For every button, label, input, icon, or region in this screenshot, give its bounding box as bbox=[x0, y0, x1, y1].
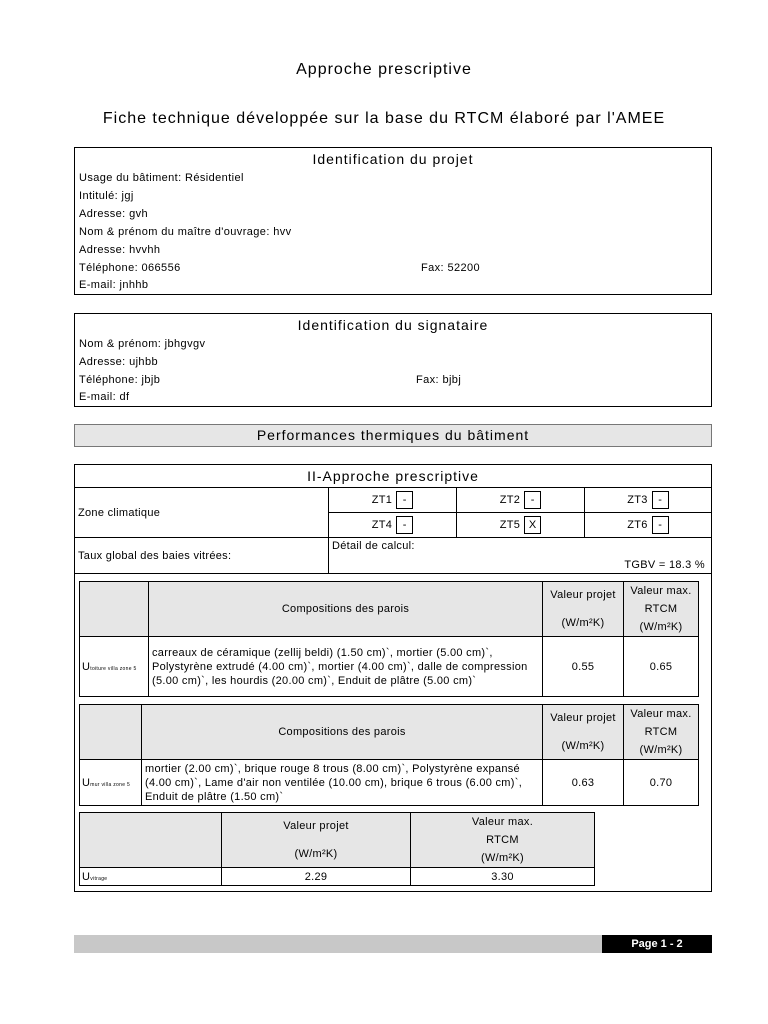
projet-heading: Identification du projet bbox=[312, 151, 474, 167]
toiture-u-label bbox=[80, 637, 149, 697]
mur-col-projet-unit: (W/m²K) bbox=[561, 740, 605, 752]
vitrage-col-projet-label: Valeur projet bbox=[283, 820, 349, 832]
zone-zt4-label: ZT4 bbox=[371, 519, 393, 531]
page-subtitle: Fiche technique développée sur la base du RTCM élaboré par l'AMEE bbox=[102, 110, 666, 127]
projet-adresse: Adresse: gvh bbox=[79, 208, 149, 220]
signataire-heading: Identification du signataire bbox=[297, 317, 489, 333]
zone-zt3 bbox=[585, 488, 712, 513]
zone-zt4-checkbox[interactable]: - bbox=[396, 516, 413, 534]
zone-zt4 bbox=[329, 513, 457, 538]
taux-label: Taux global des baies vitrées: bbox=[75, 538, 329, 574]
projet-box bbox=[74, 147, 712, 295]
zone-zt3-label: ZT3 bbox=[627, 494, 648, 506]
zone-zt6-checkbox[interactable]: - bbox=[652, 516, 669, 534]
projet-adresse2: Adresse: hvvhh bbox=[79, 244, 161, 256]
toiture-col-projet-label: Valeur projet bbox=[550, 589, 616, 601]
mur-valeur-max: 0.70 bbox=[624, 760, 699, 806]
zone-zt1 bbox=[329, 488, 457, 513]
zone-zt1-label: ZT1 bbox=[371, 494, 393, 506]
mur-col-projet-label: Valeur projet bbox=[550, 712, 616, 724]
signataire-nom: Nom & prénom: jbhgvgv bbox=[79, 338, 206, 350]
toiture-table bbox=[79, 581, 699, 697]
toiture-valeur-max: 0.65 bbox=[624, 637, 699, 697]
tgbv-value: TGBV = 18.3 % bbox=[624, 559, 705, 571]
signataire-box bbox=[74, 313, 712, 407]
performances-heading: Performances thermiques du bâtiment bbox=[74, 424, 712, 447]
vitrage-u-main: U bbox=[82, 870, 91, 883]
zone-zt1-checkbox[interactable]: - bbox=[396, 491, 413, 509]
projet-email: E-mail: jnhhb bbox=[79, 279, 149, 291]
vitrage-col-max bbox=[411, 813, 595, 868]
page-title: Approche prescriptive bbox=[296, 61, 472, 78]
zone-zt2-label: ZT2 bbox=[499, 494, 521, 506]
signataire-email: E-mail: df bbox=[79, 391, 130, 403]
zone-zt2-checkbox[interactable]: - bbox=[524, 491, 541, 509]
vitrage-header-empty bbox=[80, 813, 222, 868]
vitrage-valeur-projet: 2.29 bbox=[222, 868, 411, 886]
zone-zt5-checkbox[interactable]: X bbox=[524, 516, 541, 534]
toiture-u-main: U bbox=[82, 660, 91, 673]
mur-header-empty bbox=[80, 705, 142, 760]
vitrage-col-projet-unit: (W/m²K) bbox=[294, 848, 338, 860]
toiture-col-projet bbox=[543, 582, 624, 637]
mur-u-label bbox=[80, 760, 142, 806]
detail-cell bbox=[329, 538, 712, 574]
projet-usage: Usage du bâtiment: Résidentiel bbox=[79, 172, 244, 184]
projet-telephone: Téléphone: 066556 bbox=[79, 262, 181, 274]
mur-u-main: U bbox=[82, 776, 91, 789]
vitrage-col-max-label: Valeur max. RTCM bbox=[471, 816, 534, 846]
vitrage-col-max-unit: (W/m²K) bbox=[480, 852, 525, 864]
projet-fax: Fax: 52200 bbox=[421, 262, 481, 274]
vitrage-col-projet bbox=[222, 813, 411, 868]
mur-col-composition: Compositions des parois bbox=[142, 705, 543, 760]
mur-col-max bbox=[624, 705, 699, 760]
toiture-col-max-label: Valeur max. RTCM bbox=[630, 585, 692, 615]
toiture-composition: carreaux de céramique (zellij beldi) (1.50 cm)`, mortier (5.00 cm)`, Polystyrène extrudé (4.00 cm)`, mortier (4.00 cm)`, dalle de compression (5.00 cm)`, les hourdis (20.00 cm)`, Enduit de plâtre (5.00 cm)` bbox=[149, 637, 543, 697]
detail-label: Détail de calcul: bbox=[332, 540, 415, 552]
vitrage-u-sub: vitrage bbox=[90, 875, 108, 882]
toiture-u-sub: toiture villa zone 5 bbox=[90, 665, 137, 672]
toiture-col-max-unit: (W/m²K) bbox=[639, 621, 683, 633]
toiture-col-max bbox=[624, 582, 699, 637]
prescriptive-heading: II-Approche prescriptive bbox=[75, 465, 712, 488]
toiture-valeur-projet: 0.55 bbox=[543, 637, 624, 697]
signataire-fax: Fax: bjbj bbox=[416, 374, 462, 386]
mur-u-sub: mur villa zone 5 bbox=[90, 781, 131, 788]
mur-valeur-projet: 0.63 bbox=[543, 760, 624, 806]
signataire-adresse: Adresse: ujhbb bbox=[79, 356, 158, 368]
mur-col-max-label: Valeur max. RTCM bbox=[630, 708, 692, 738]
projet-intitule: Intitulé: jgj bbox=[79, 190, 134, 202]
mur-col-projet bbox=[543, 705, 624, 760]
vitrage-valeur-max: 3.30 bbox=[411, 868, 595, 886]
toiture-header-empty bbox=[80, 582, 149, 637]
toiture-col-projet-unit: (W/m²K) bbox=[561, 617, 605, 629]
mur-table bbox=[79, 704, 699, 806]
zone-zt5-label: ZT5 bbox=[499, 519, 521, 531]
projet-maitre: Nom & prénom du maître d'ouvrage: hvv bbox=[79, 226, 292, 238]
zone-climatique-label: Zone climatique bbox=[75, 488, 329, 538]
zone-zt3-checkbox[interactable]: - bbox=[652, 491, 669, 509]
signataire-telephone: Téléphone: jbjb bbox=[79, 374, 161, 386]
zone-zt6-label: ZT6 bbox=[627, 519, 648, 531]
vitrage-table bbox=[79, 812, 595, 886]
zone-zt2 bbox=[457, 488, 585, 513]
zone-zt6 bbox=[585, 513, 712, 538]
vitrage-u-label bbox=[80, 868, 222, 886]
toiture-col-composition: Compositions des parois bbox=[149, 582, 543, 637]
zone-table bbox=[74, 464, 712, 574]
zone-zt5 bbox=[457, 513, 585, 538]
mur-composition: mortier (2.00 cm)`, brique rouge 8 trous (8.00 cm)`, Polystyrène expansé (4.00 cm)`, Lame d'air non ventilée (10.00 cm), brique 6 trous (6.00 cm)`, Enduit de plâtre (1.50 cm)` bbox=[142, 760, 543, 806]
footer-bar bbox=[74, 935, 602, 953]
mur-col-max-unit: (W/m²K) bbox=[639, 744, 683, 756]
page-number: Page 1 - 2 bbox=[602, 935, 712, 953]
